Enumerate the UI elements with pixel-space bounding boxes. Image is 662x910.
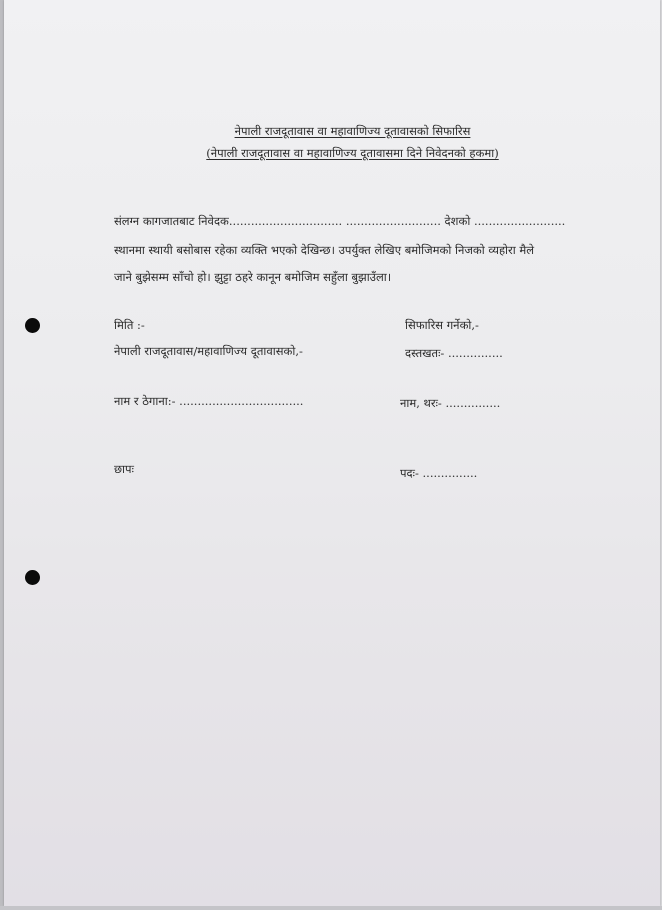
date-field-label: मिति :- [114, 318, 145, 332]
page-bottom-shadow [0, 906, 662, 910]
document-title: नेपाली राजदूतावास वा महावाणिज्य दूतावासको सिफारिस [234, 124, 471, 138]
punch-hole-bottom [25, 570, 40, 585]
position-field: पदः- ............... [400, 466, 478, 480]
body-text-line-3: जाने बुझेसम्म साँचो हो। झुट्टा ठहरे कानून बमोजिम सहुँला बुझाउँला। [114, 270, 392, 284]
stamp-field-label: छापः [114, 462, 134, 476]
punch-hole-top [25, 318, 40, 333]
body-text-line-2: स्थानमा स्थायी बसोबास रहेका व्यक्ति भएको देखिन्छ। उपर्युक्त लेखिए बमोजिमको निजको व्यहोरा मैले [114, 243, 535, 257]
body-text-line-1: संलग्न कागजातबाट निवेदक............................... .......................... देशको ......................... [114, 214, 566, 228]
name-surname-field: नाम, थरः- ............... [400, 396, 501, 410]
name-address-field: नाम र ठेगाना:- .................................. [114, 394, 304, 408]
signature-field: दस्तखतः- ............... [405, 346, 503, 360]
recommender-label: सिफारिस गर्नेको,- [405, 318, 479, 332]
document-subtitle: (नेपाली राजदूतावास वा महावाणिज्य दूतावासमा दिने निवेदनको हकमा) [206, 146, 499, 160]
embassy-field-label: नेपाली राजदूतावास/महावाणिज्य दूतावासको,- [114, 344, 303, 358]
